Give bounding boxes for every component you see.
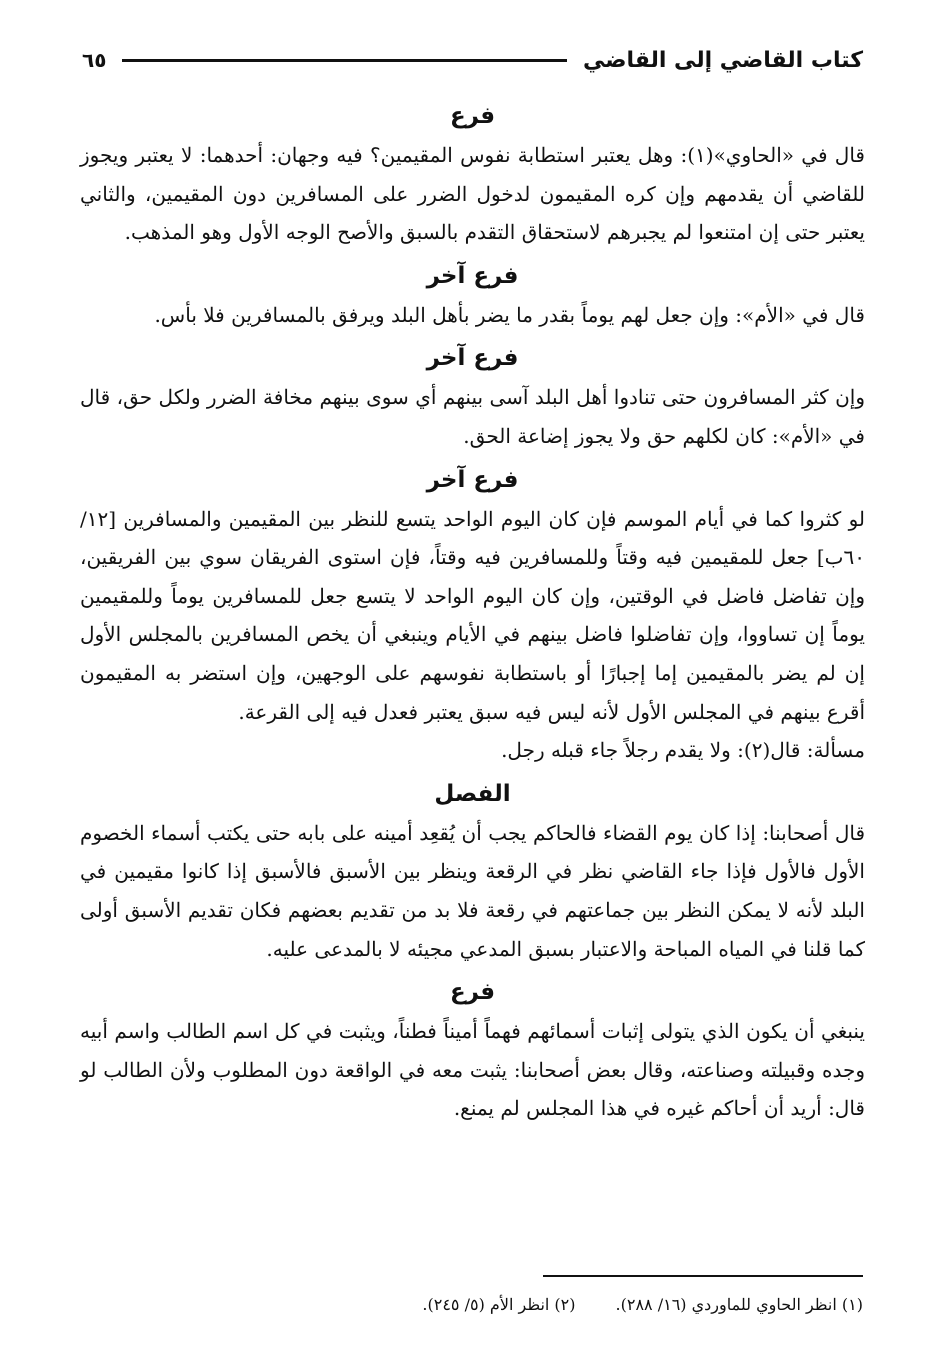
paragraph: قال في «الأم»: وإن جعل لهم يوماً بقدر ما يضر بأهل البلد ويرفق بالمسافرين فلا بأس. xyxy=(154,302,865,327)
footnote-2: (٢) انظر الأم (٥/ ٢٤٥). xyxy=(422,1295,576,1314)
section-heading: فرع آخر xyxy=(426,466,519,493)
paragraph: قال في «الحاوي»(١): وهل يعتبر استطابة نفوس المقيمين؟ فيه وجهان: أحدهما: لا يعتبر ويجوز للقاضي أن يقدمهم وإن كره المقيمون لدخول الضرر على المسافرين دون المقيمين، والثاني يعتبر حتى إن امتنعوا لم يجبرهم لاستحقاق التقدم بالسبق والأصح الوجه الأول وهو المذهب. xyxy=(80,143,865,245)
paragraph: ينبغي أن يكون الذي يتولى إثبات أسمائهم فهماً أميناً فطناً، ويثبت في كل اسم الطالب واسم أبيه وجده وقبيلته وصناعته، وقال بعض أصحابنا: يثبت معه في الواقعة دون المطلوب ولأن الطالب لو قال: أريد أن أحاكم غيره في هذا المجلس لم يمنع. xyxy=(80,1019,865,1121)
header-rule xyxy=(122,59,567,62)
footnotes xyxy=(82,1290,863,1320)
section-heading: فرع xyxy=(449,103,496,129)
paragraph-masala: مسألة: قال(٢): ولا يقدم رجلاً جاء قبله رجل. xyxy=(501,738,865,763)
paragraph: قال أصحابنا: إذا كان يوم القضاء فالحاكم يجب أن يُقعِد أمينه على بابه حتى يكتب أسماء الخصوم الأول فالأول فإذا جاء القاضي نظر في الرقعة وينظر بين الأسبق فالأسبق إذا كانوا مقيمين في البلد لأنه لا يمكن النظر بين جماعتهم في رقعة فلا بد من تقديم بعضهم فكان تقديم الأسبق أولى كما قلنا في المياه المباحة والاعتبار بسبق المدعي مجيئه لا بالمدعى عليه. xyxy=(80,820,865,961)
footnote-separator xyxy=(543,1275,863,1277)
section-heading: الفصل xyxy=(434,780,511,807)
paragraph: وإن كثر المسافرون حتى تنادوا أهل البلد آسى بينهم أي سوى بينهم مخافة الضرر ولكل حق، قال في «الأم»: كان لكلهم حق ولا يجوز إضاعة الحق. xyxy=(80,385,865,448)
section-heading: فرع آخر xyxy=(426,262,519,289)
section-heading: فرع آخر xyxy=(426,345,519,372)
section-heading: فرع xyxy=(449,979,496,1006)
page-header xyxy=(82,40,863,80)
footnote-1: (١) انظر الحاوي للماوردي (١٦/ ٢٨٨). xyxy=(615,1295,863,1314)
page-number: ٦٥ xyxy=(82,48,107,72)
running-title: كتاب القاضي إلى القاضي xyxy=(582,47,863,73)
paragraph: لو كثروا كما في أيام الموسم فإن كان اليوم الواحد يتسع للنظر بين المقيمين والمسافرين [١٢/ ٦٠ب] جعل للمقيمين فيه وقتاً وللمسافرين فيه وقتاً، فإن استوى الفريقان سوي بين الفريقين، وإن تفاضل فاضل في الوقتين، وإن كان اليوم الواحد لا يتسع جعل للمسافرين يوماً وللمقيمين يوماً إن تساووا، وإن تفاضلوا فاضل بينهم في الأيام وينبغي أن يخص المسافرين بالمجلس الأول إن لم يضر بالمقيمين إما إجبارًا أو باستطابة نفوسهم على الوجهين، وإن استضر به المقيمون أقرع بينهم في المجلس الأول لأنه ليس فيه سبق يعتبر فعدل فيه إلى القرعة. xyxy=(80,506,865,724)
main-text xyxy=(80,92,865,1128)
